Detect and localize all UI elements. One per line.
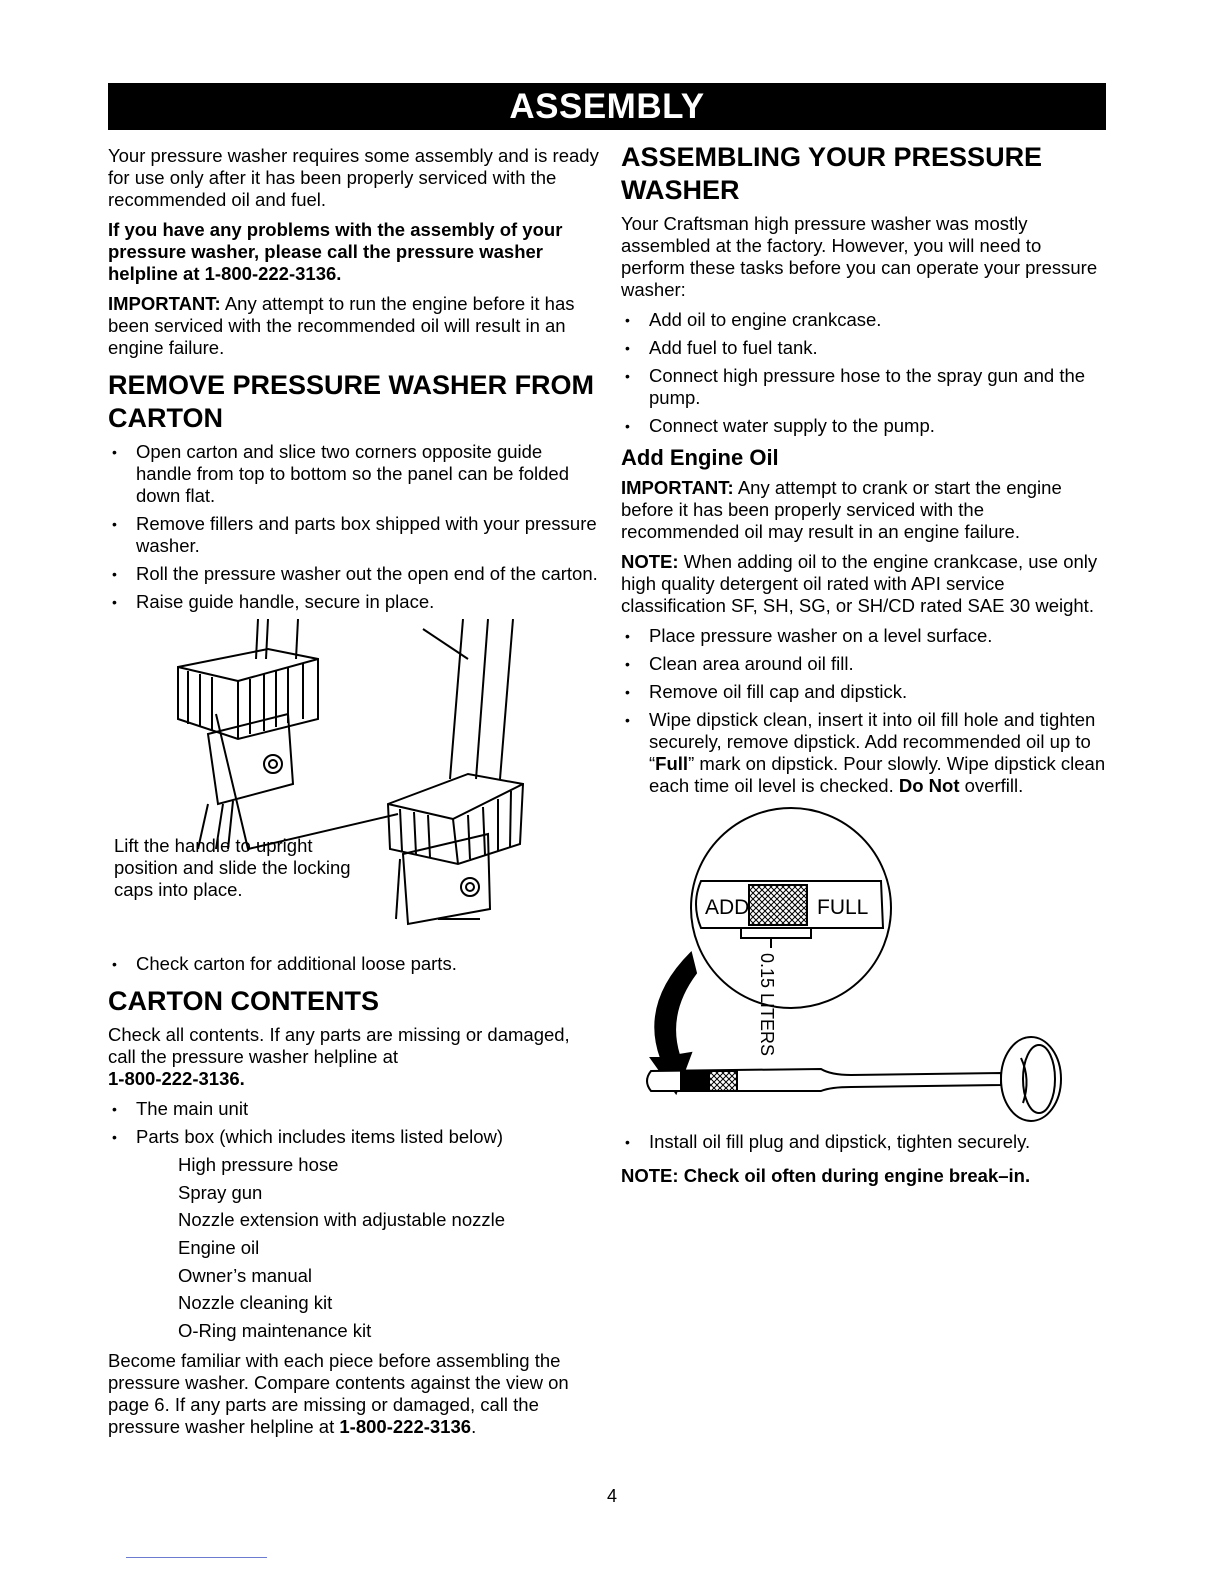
helpline-paragraph bbox=[108, 219, 600, 285]
contents-list bbox=[108, 1098, 600, 1148]
dipstick-liters-label: 0.15 LITERS bbox=[757, 953, 777, 1057]
remove-heading: REMOVE PRESSURE WASHER FROM CARTON bbox=[108, 370, 595, 433]
oil-steps-list bbox=[621, 625, 1106, 797]
important-label: IMPORTANT: bbox=[108, 293, 221, 314]
list-item: • Open carton and slice two corners opposite guide handle from top to bottom so the panel can be folded down flat. bbox=[108, 441, 600, 507]
wipe-text-a: Wipe dipstick clean, insert it into oil fill hole and tighten securely, remove dipstick. Add recommended oil up to “ bbox=[649, 709, 1096, 774]
contents-phone: 1-800-222-3136. bbox=[108, 1068, 245, 1089]
dipstick-illustration bbox=[621, 803, 1106, 1123]
install-list bbox=[621, 1131, 1106, 1153]
right-column bbox=[621, 142, 1106, 1195]
list-item: • The main unit bbox=[108, 1098, 600, 1120]
list-item: • Raise guide handle, secure in place. bbox=[108, 591, 600, 613]
familiar-end: . bbox=[471, 1416, 477, 1438]
wipe-do-not: Do Not bbox=[898, 775, 960, 796]
assembling-heading: ASSEMBLING YOUR PRESSURE WASHER bbox=[621, 142, 1043, 205]
list-item: • Check carton for additional loose parts. bbox=[108, 953, 600, 975]
check-list bbox=[108, 953, 600, 975]
handle-caption: Lift the handle to upright position and slide the locking caps into place. bbox=[114, 835, 351, 900]
oil-note-paragraph bbox=[621, 551, 1106, 617]
list-item: Owner’s manual bbox=[178, 1264, 313, 1286]
dipstick-drawing bbox=[621, 803, 1106, 1123]
list-item: • Place pressure washer on a level surface. bbox=[621, 625, 1106, 647]
remove-steps-list bbox=[108, 441, 600, 613]
list-item: Nozzle extension with adjustable nozzle bbox=[178, 1209, 506, 1231]
contents-heading: CARTON CONTENTS bbox=[108, 986, 380, 1016]
contents-intro-text: Check all contents. If any parts are missing or damaged, call the pressure washer helpline at bbox=[108, 1024, 570, 1067]
dipstick-add-label: ADD bbox=[705, 896, 750, 919]
list-item: Nozzle cleaning kit bbox=[178, 1292, 333, 1314]
list-item: • Remove oil fill cap and dipstick. bbox=[621, 681, 1106, 703]
list-item: • Add oil to engine crankcase. bbox=[621, 309, 1106, 331]
familiar-paragraph bbox=[108, 1350, 600, 1438]
list-item: • Add fuel to fuel tank. bbox=[621, 337, 1106, 359]
oil-important-paragraph bbox=[621, 477, 1106, 543]
oil-heading: Add Engine Oil bbox=[621, 445, 779, 470]
wipe-full: Full bbox=[655, 753, 689, 774]
familiar-text: Become familiar with each piece before assembling the pressure washer. Compare contents against the view on page 6. If any parts are missing or damaged, call the pressure washer helpline at bbox=[108, 1350, 569, 1438]
important-paragraph bbox=[108, 293, 600, 359]
contents-intro bbox=[108, 1024, 600, 1090]
list-item: Engine oil bbox=[178, 1237, 260, 1259]
list-item: • Connect high pressure hose to the spray gun and the pump. bbox=[621, 365, 1106, 409]
page-number: 4 bbox=[606, 1486, 617, 1506]
intro-paragraph: Your pressure washer requires some assembly and is ready for use only after it has been properly serviced with the recommended oil and fuel. bbox=[108, 145, 599, 210]
list-item bbox=[621, 709, 1106, 797]
final-note-text: NOTE: Check oil often during engine break–in. bbox=[621, 1165, 1031, 1186]
list-item: • Parts box (which includes items listed below) bbox=[108, 1126, 600, 1148]
footer-rule bbox=[126, 1557, 267, 1558]
wipe-text-b: ” mark on dipstick. Pour slowly. Wipe dipstick clean each time oil level is checked. bbox=[649, 753, 1106, 796]
oil-note-text: When adding oil to the engine crankcase, use only high quality detergent oil rated with API service classification SF, SH, SG, or SH/CD rated SAE 30 weight. bbox=[621, 551, 1098, 616]
tasks-list bbox=[621, 309, 1106, 437]
left-column bbox=[108, 145, 600, 1446]
parts-box-list bbox=[108, 1154, 600, 1342]
list-item: • Remove fillers and parts box shipped with your pressure washer. bbox=[108, 513, 600, 557]
important-text: Any attempt to run the engine before it has been serviced with the recommended oil will result in an engine failure. bbox=[108, 293, 575, 358]
list-item: • Roll the pressure washer out the open end of the carton. bbox=[108, 563, 600, 585]
list-item: • Install oil fill plug and dipstick, tighten securely. bbox=[621, 1131, 1106, 1153]
list-item: O-Ring maintenance kit bbox=[178, 1320, 372, 1342]
handle-illustration bbox=[108, 619, 600, 949]
list-item: • Clean area around oil fill. bbox=[621, 653, 1106, 675]
oil-important-text: Any attempt to crank or start the engine before it has been properly serviced with the recommended oil may result in an engine failure. bbox=[621, 477, 1062, 542]
assembling-intro: Your Craftsman high pressure washer was mostly assembled at the factory. However, you will need to perform these tasks before you can operate your pressure washer: bbox=[621, 213, 1098, 300]
list-item: High pressure hose bbox=[178, 1154, 339, 1175]
list-item: Spray gun bbox=[178, 1181, 263, 1203]
wipe-text-c: overfill. bbox=[959, 775, 1024, 796]
helpline-text: If you have any problems with the assembly of your pressure washer, please call the pressure washer helpline at 1-800-222-3136. bbox=[108, 219, 563, 284]
oil-note-label: NOTE: bbox=[621, 551, 679, 572]
familiar-phone: 1-800-222-3136 bbox=[339, 1416, 472, 1438]
list-item: • Connect water supply to the pump. bbox=[621, 415, 1106, 437]
dipstick-full-label: FULL bbox=[817, 896, 869, 919]
section-banner: ASSEMBLY bbox=[108, 83, 1106, 130]
oil-important-label: IMPORTANT: bbox=[621, 477, 734, 498]
final-note bbox=[621, 1165, 1106, 1187]
